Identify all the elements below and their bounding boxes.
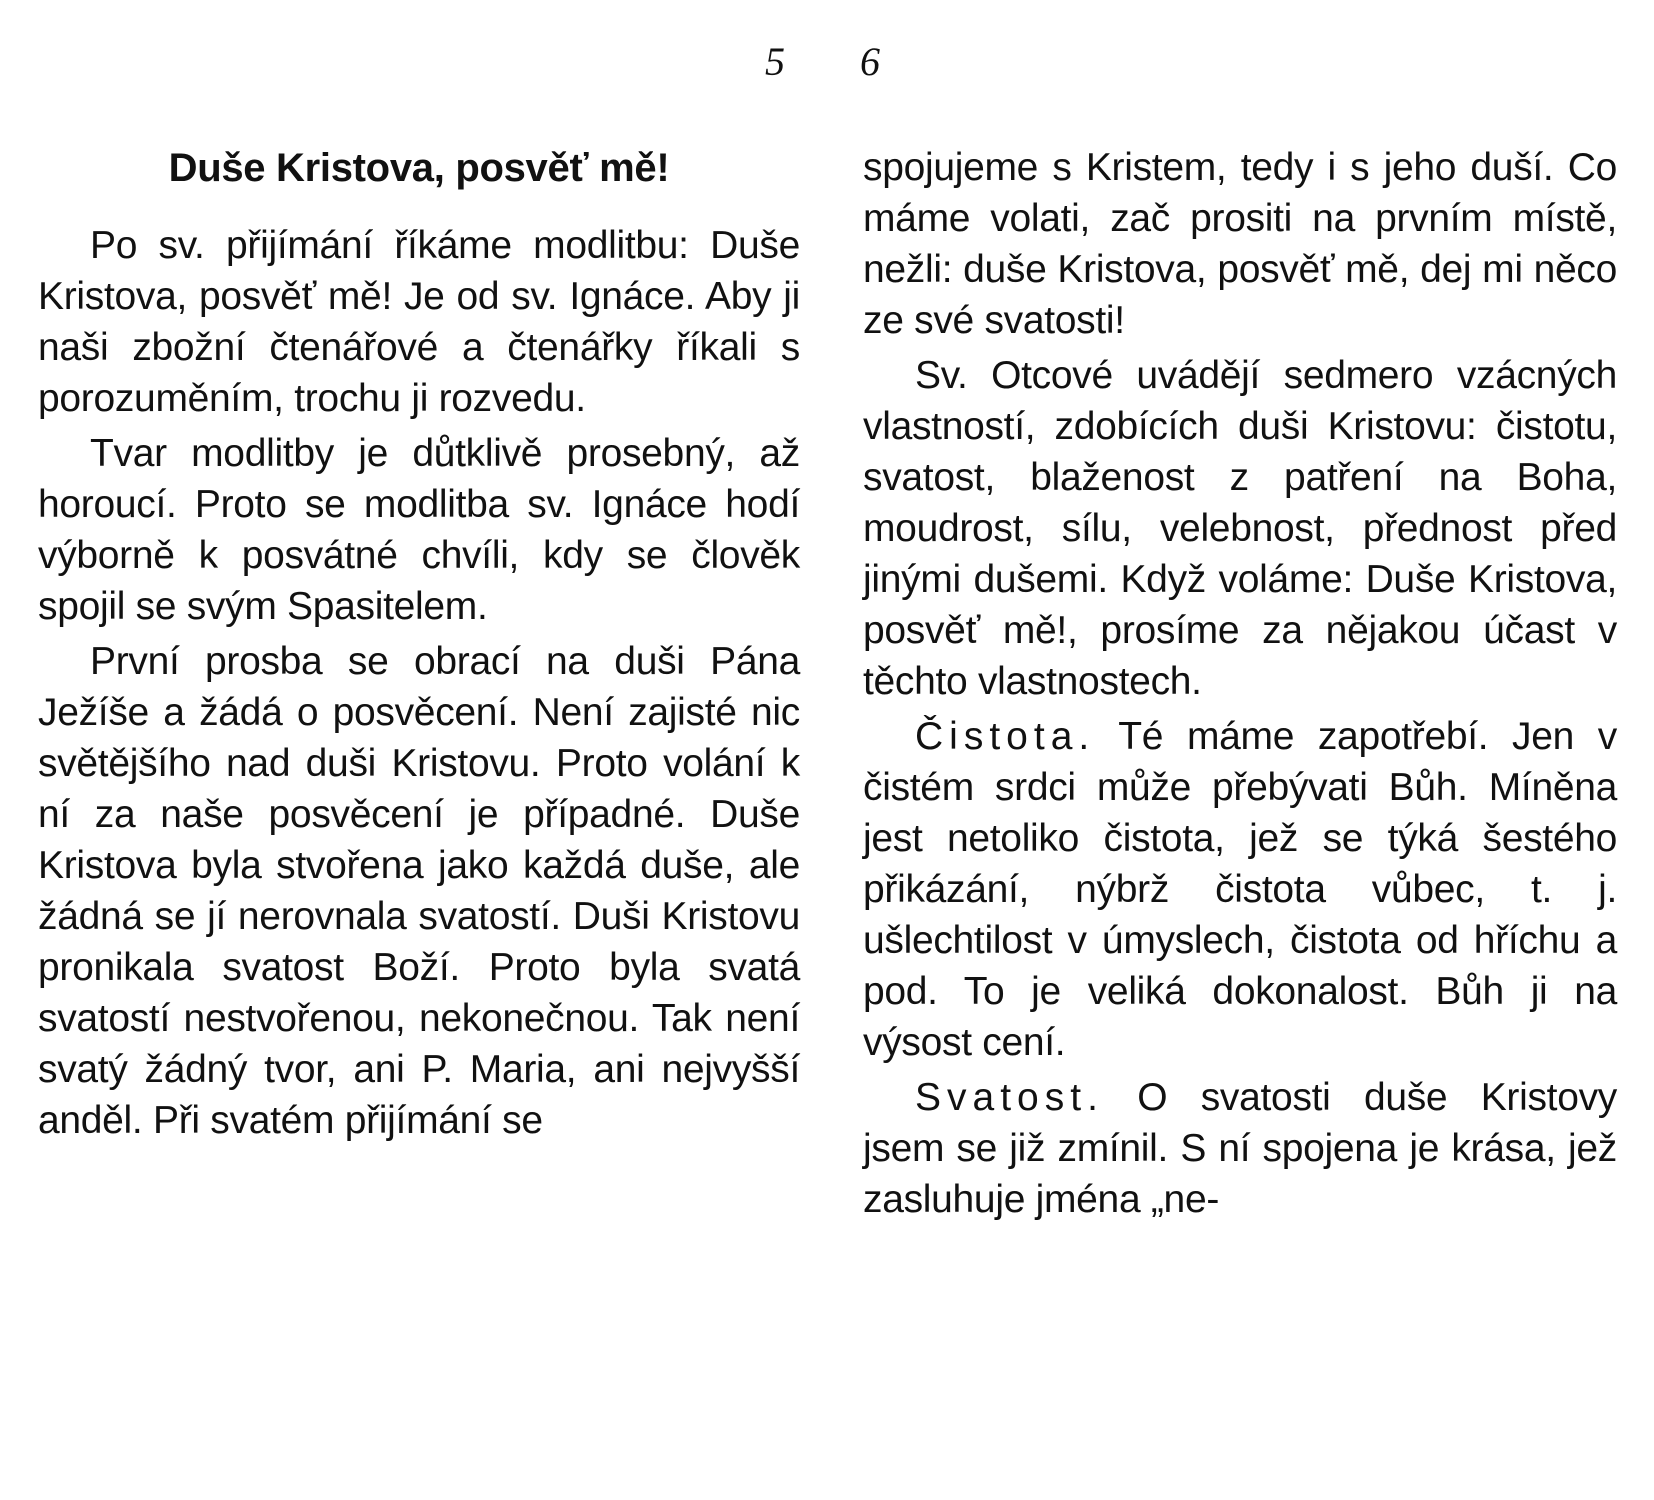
- right-text-block: [863, 142, 1617, 1225]
- term-cistota: Čistota.: [915, 715, 1096, 758]
- paragraph-intro: Po sv. přijímání říkáme modlitbu: Duše Kristova, posvěť mě! Je od sv. Ignáce. Aby ji naši zbožní čtenářové a čtenářky říkali s porozuměním, trochu ji rozvedu.: [38, 224, 800, 420]
- term-svatost: Svatost.: [915, 1076, 1104, 1119]
- svatost-text: O svatosti duše Kristovy jsem se již zmínil. S ní spojena je krása, jež zasluhuje jména „ne-: [863, 1076, 1617, 1221]
- right-page: [827, 0, 1654, 1500]
- paragraph-seven-qualities: Sv. Otcové uvádějí sedmero vzácných vlastností, zdobících duši Kristovu: čistotu, svatost, blaženost z patření na Boha, moudrost, sílu, velebnost, přednost před jinými dušemi. Když voláme: Duše Kristova, posvěť mě!, prosíme za nějakou účast v těchto vlastnostech.: [863, 354, 1617, 703]
- cistota-text: Té máme zapotřebí. Jen v čistém srdci může přebývati Bůh. Míněna jest netoliko čistota, jež se týká šestého přikázání, nýbrž čistota vůbec, t. j. ušlechtilost v úmyslech, čistota od hříchu a pod. To je veliká dokonalost. Bůh ji na výsost cení.: [863, 715, 1617, 1064]
- paragraph-continuation: spojujeme s Kristem, tedy i s jeho duší. Co máme volati, zač prositi na prvním místě, nežli: duše Kristova, posvěť mě, dej mi něco ze své svatosti!: [863, 146, 1617, 342]
- paragraph-form: Tvar modlitby je důtklivě prosebný, až horoucí. Proto se modlitba sv. Ignáce hodí výborně k posvátné chvíli, kdy se člověk spojil se svým Spasitelem.: [38, 432, 800, 628]
- left-text-block: [38, 142, 800, 1146]
- paragraph-first-plea: První prosba se obrací na duši Pána Ježíše a žádá o posvěcení. Není zajisté nic světějšího nad duši Kristovu. Proto volání k ní za naše posvěcení je případné. Duše Kristova byla stvořena jako každá duše, ale žádná se jí nerovnala svatostí. Duši Kristovu pronikala svatost Boží. Proto byla svatá svatostí nestvořenou, nekonečnou. Tak není svatý žádný tvor, ani P. Maria, ani nejvyšší anděl. Při svatém přijímání se: [38, 640, 800, 1142]
- paragraph-cistota: [863, 711, 1617, 1068]
- page-number-right: 6: [860, 39, 880, 84]
- paragraph-svatost: [863, 1072, 1617, 1225]
- page-number-left: 5: [765, 39, 785, 84]
- chapter-heading: Duše Kristova, posvěť mě!: [168, 146, 670, 190]
